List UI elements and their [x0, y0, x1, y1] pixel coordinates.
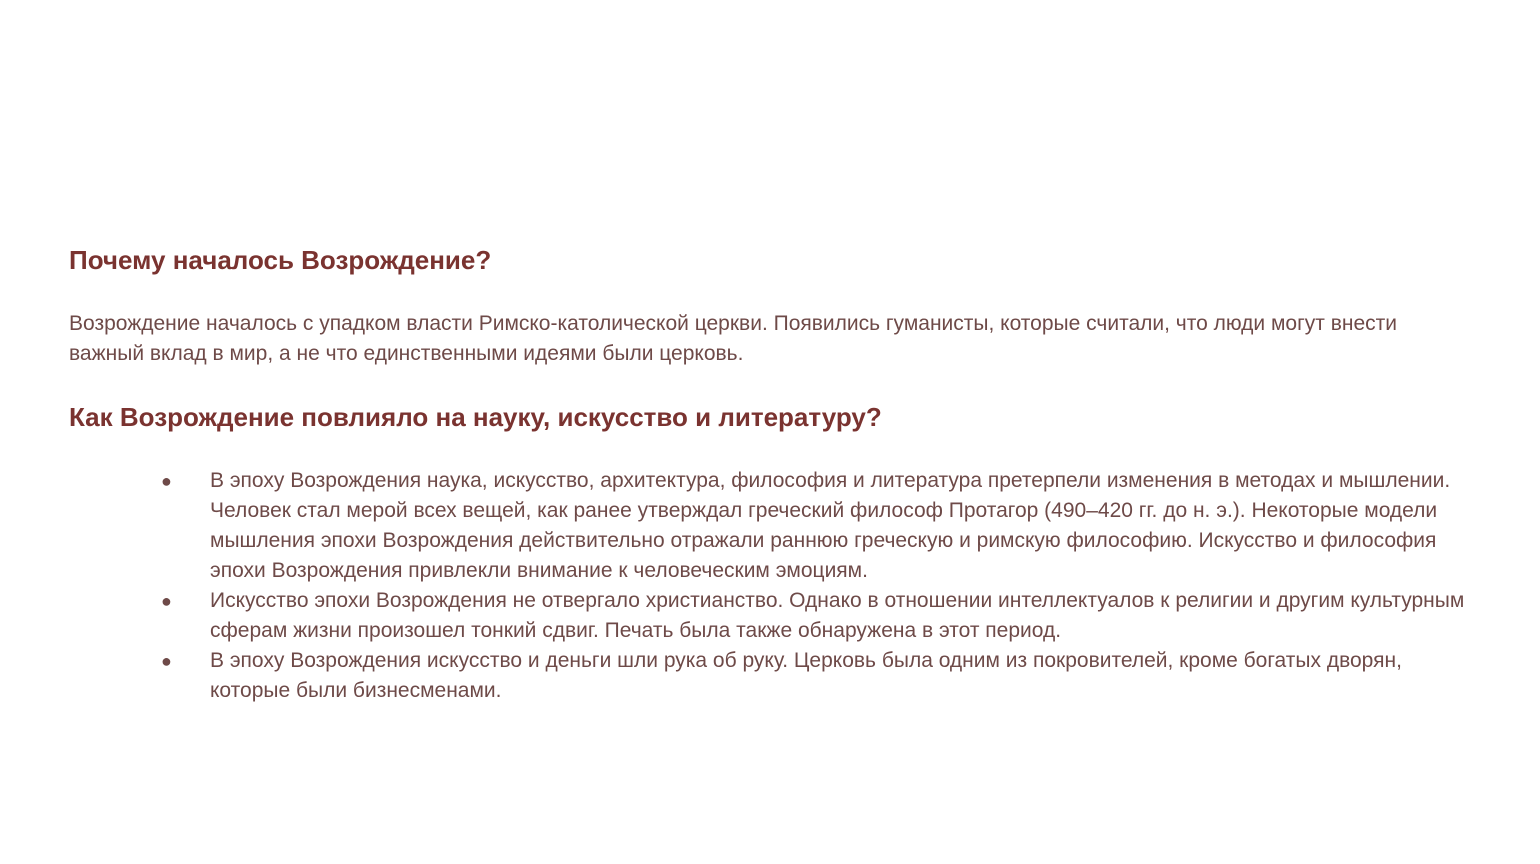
bullet-list — [69, 466, 1489, 706]
list-item — [69, 586, 1474, 646]
bullet-text: В эпоху Возрождения искусство и деньги шли рука об руку. Церковь была одним из покровителей, кроме богатых дворян, которые были бизнесменами. — [210, 649, 1402, 702]
bullet-icon: ● — [161, 471, 172, 491]
bullet-icon: ● — [161, 651, 172, 671]
bullet-text: В эпоху Возрождения наука, искусство, архитектура, философия и литература претерпели изменения в методах и мышлении. Человек стал мерой всех вещей, как ранее утверждал греческий философ Протагор (490–420 гг. до н. э.). Некоторые модели мышления эпохи Возрождения действительно отражали раннюю греческую и римскую философию. Искусство и философия эпохи Возрождения привлекли внимание к человеческим эмоциям. — [210, 469, 1451, 582]
slide-content — [69, 244, 1489, 706]
bullet-text: Искусство эпохи Возрождения не отвергало христианство. Однако в отношении интеллектуалов к религии и другим культурным сферам жизни произошел тонкий сдвиг. Печать была также обнаружена в этот период. — [210, 589, 1465, 642]
bullet-icon: ● — [161, 591, 172, 611]
heading-why-renaissance: Почему началось Возрождение? — [69, 245, 492, 275]
list-item — [69, 646, 1474, 706]
list-item — [69, 466, 1474, 586]
paragraph-why-renaissance: Возрождение началось с упадком власти Римско-католической церкви. Появились гуманисты, которые считали, что люди могут внести важный вклад в мир, а не что единственными идеями были церковь. — [69, 312, 1397, 365]
heading-renaissance-influence: Как Возрождение повлияло на науку, искусство и литературу? — [69, 402, 882, 432]
